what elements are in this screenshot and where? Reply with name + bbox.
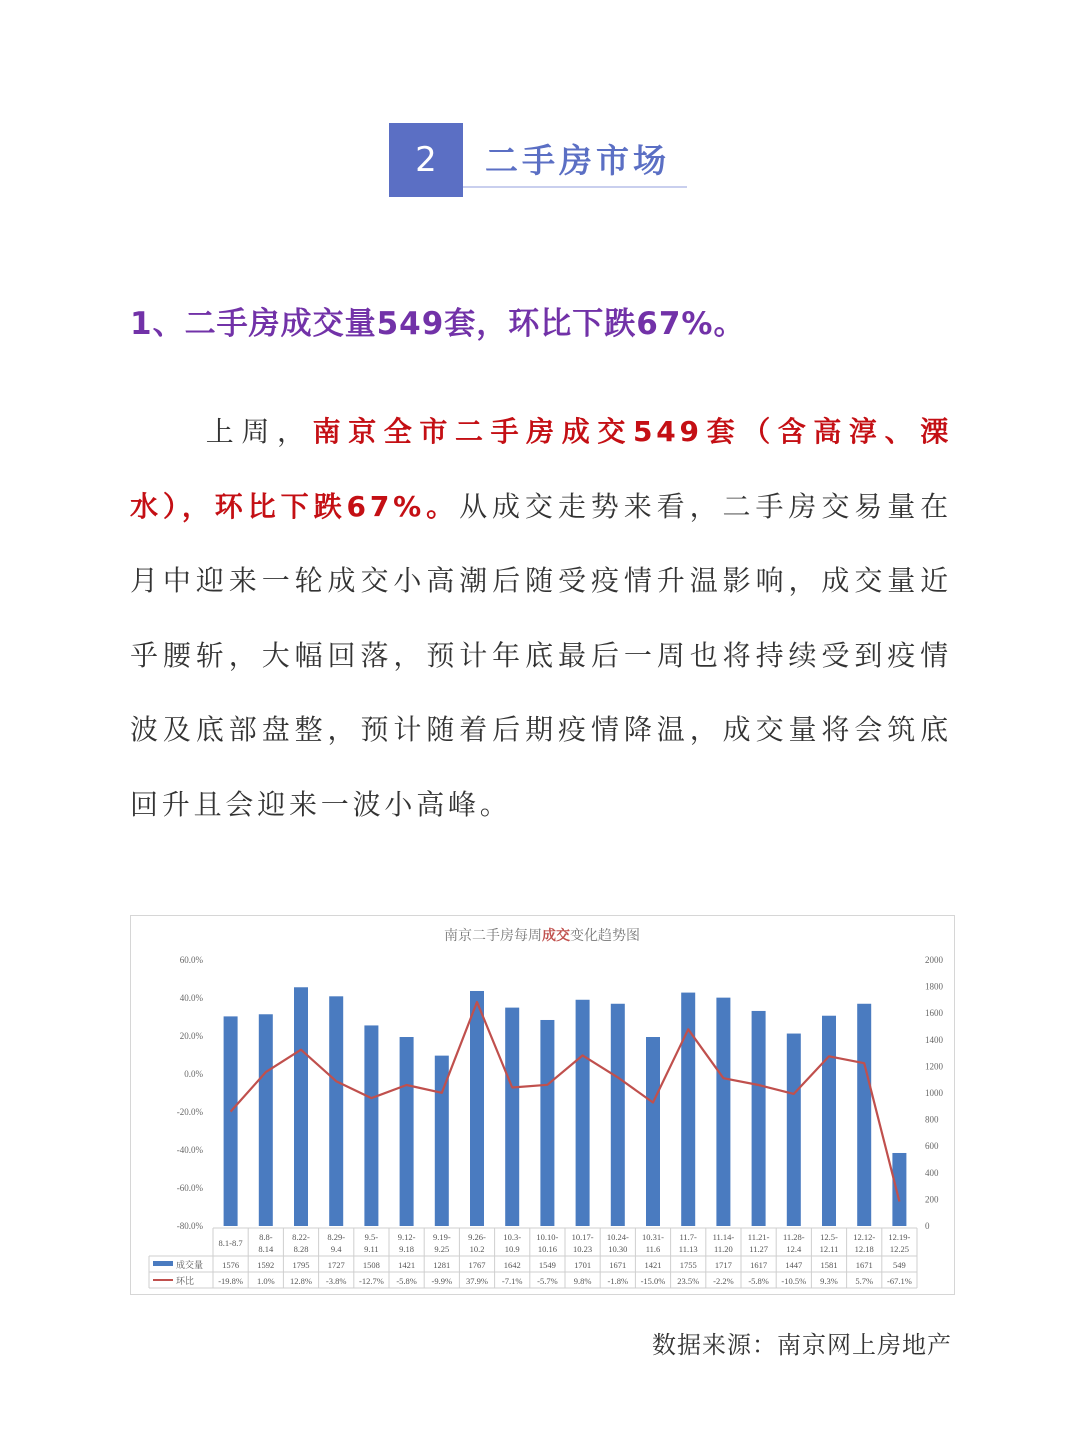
trend-chart	[130, 915, 955, 1295]
bar-10.10-10.16	[540, 1020, 554, 1226]
bar-8.29-9.4	[329, 996, 343, 1226]
volume-value: 1717	[714, 1260, 732, 1270]
category-label: 10.3-	[503, 1232, 522, 1242]
legend-swatch-volume	[153, 1261, 173, 1266]
category-label: 9.5-	[364, 1232, 379, 1242]
volume-value: 549	[893, 1260, 906, 1270]
volume-value: 1581	[820, 1260, 838, 1270]
bar-10.31-11.6	[646, 1037, 660, 1226]
bar-9.26-10.2	[470, 991, 484, 1226]
category-label: 12.25	[889, 1244, 909, 1254]
volume-value: 1281	[433, 1260, 451, 1270]
category-label: 8.8-	[259, 1232, 273, 1242]
chart-title-part: 南京二手房每周	[444, 929, 542, 944]
category-label: 10.30	[608, 1244, 628, 1254]
category-label: 10.10-	[536, 1232, 559, 1242]
mom-value: -5.8%	[748, 1276, 769, 1286]
legend-label-volume: 成交量	[176, 1260, 204, 1270]
category-label: 9.26-	[468, 1232, 486, 1242]
category-label: 10.17-	[571, 1232, 594, 1242]
category-label: 9.11	[364, 1244, 379, 1254]
mom-value: 5.7%	[855, 1276, 874, 1286]
category-label: 11.7-	[679, 1232, 697, 1242]
legend-label-mom: 环比	[176, 1276, 195, 1286]
bar-8.1-8.7	[224, 1016, 238, 1226]
volume-value: 1447	[785, 1260, 803, 1270]
mom-value: -5.7%	[537, 1276, 558, 1286]
left-axis-tick: -80.0%	[176, 1221, 203, 1231]
category-label: 8.29-	[327, 1232, 346, 1242]
category-label: 9.18	[399, 1244, 415, 1254]
bar-10.3-10.9	[505, 1008, 519, 1226]
left-axis-tick: -60.0%	[176, 1183, 203, 1193]
bar-10.17-10.23	[576, 1000, 590, 1226]
volume-value: 1642	[503, 1260, 521, 1270]
volume-value: 1701	[574, 1260, 592, 1270]
right-axis-tick: 800	[925, 1114, 939, 1125]
bar-11.14-11.20	[716, 998, 730, 1226]
chart-title-part: 成交	[542, 929, 570, 944]
category-label: 10.16	[537, 1244, 557, 1254]
volume-value: 1671	[609, 1260, 627, 1270]
category-label: 12.19-	[888, 1232, 911, 1242]
category-label: 11.6	[645, 1244, 661, 1254]
volume-value: 1767	[468, 1260, 486, 1270]
bar-9.12-9.18	[400, 1037, 414, 1226]
category-label: 10.31-	[642, 1232, 664, 1242]
bar-11.7-11.13	[681, 993, 695, 1226]
mom-value: 1.0%	[256, 1276, 275, 1286]
category-label: 8.22-	[292, 1232, 310, 1242]
volume-value: 1727	[327, 1260, 345, 1270]
mom-value: -67.1%	[887, 1276, 912, 1286]
paragraph-highlight: 南京全市二手房成交549套（含高淳、溧水），环比下跌67%。	[130, 415, 952, 523]
category-label: 10.23	[573, 1244, 593, 1254]
chart-svg	[131, 916, 954, 1294]
right-axis-tick: 0	[925, 1221, 930, 1231]
category-label: 9.25	[434, 1244, 450, 1254]
volume-value: 1549	[538, 1260, 556, 1270]
bar-11.28-12.4	[787, 1034, 801, 1226]
bar-8.8-8.14	[259, 1014, 273, 1226]
category-label: 12.11	[819, 1244, 839, 1254]
category-label: 11.20	[713, 1244, 733, 1254]
right-axis-tick: 1600	[925, 1008, 943, 1019]
category-label: 8.14	[258, 1244, 274, 1254]
volume-value: 1592	[257, 1260, 275, 1270]
bar-9.5-9.11	[364, 1025, 378, 1226]
volume-value: 1755	[679, 1260, 697, 1270]
right-axis-tick: 1400	[925, 1034, 943, 1045]
mom-value: -9.9%	[431, 1276, 453, 1286]
category-label: 11.13	[678, 1244, 698, 1254]
right-axis-tick: 1000	[925, 1088, 943, 1098]
right-axis-tick: 2000	[925, 955, 943, 965]
category-label: 11.28-	[782, 1232, 805, 1242]
right-axis-tick: 400	[925, 1167, 939, 1178]
bar-12.12-12.18	[857, 1004, 871, 1226]
category-label: 12.5-	[820, 1232, 838, 1242]
paragraph-body: 从成交走势来看，二手房交易量在月中迎来一轮成交小高潮后随受疫情升温影响，成交量近乎腰斩，大幅回落，预计年底最后一周也将持续受到疫情波及底部盘整，预计随着后期疫情降温，成交量将会筑底回升且会迎来一波小高峰。	[130, 489, 952, 821]
bar-12.5-12.11	[822, 1016, 836, 1226]
section-header	[389, 123, 689, 197]
category-label: 8.1-8.7	[218, 1238, 243, 1248]
right-axis-tick: 600	[925, 1141, 939, 1152]
category-label: 11.27	[749, 1244, 769, 1254]
bar-11.21-11.27	[752, 1011, 766, 1226]
body-paragraph	[130, 395, 952, 842]
category-label: 12.18	[854, 1244, 874, 1254]
right-axis-tick: 200	[925, 1194, 939, 1205]
volume-value: 1795	[292, 1260, 310, 1270]
bar-10.24-10.30	[611, 1004, 625, 1226]
section-number: 2	[389, 123, 463, 197]
mom-value: -7.1%	[501, 1276, 523, 1286]
category-label: 9.19-	[432, 1232, 451, 1242]
mom-value: 37.9%	[466, 1276, 488, 1286]
volume-value: 1576	[222, 1260, 240, 1270]
paragraph-intro: 上周，	[202, 415, 313, 448]
category-label: 10.24-	[606, 1232, 629, 1242]
category-label: 12.12-	[853, 1232, 876, 1242]
left-axis-tick: -20.0%	[176, 1107, 203, 1117]
mom-value: 12.8%	[290, 1276, 312, 1286]
left-axis-tick: 20.0%	[179, 1031, 203, 1041]
volume-value: 1671	[855, 1260, 873, 1270]
chart-title	[444, 927, 640, 944]
mom-value: -10.5%	[781, 1276, 807, 1286]
bar-12.19-12.25	[892, 1153, 906, 1226]
category-label: 11.21-	[747, 1232, 770, 1242]
sub-heading: 1、二手房成交量549套，环比下跌67%。	[130, 306, 746, 342]
category-label: 11.14-	[712, 1232, 735, 1242]
volume-value: 1421	[398, 1260, 416, 1270]
left-axis-tick: -40.0%	[176, 1145, 203, 1155]
mom-value: -12.7%	[359, 1276, 384, 1286]
mom-value: -1.8%	[607, 1276, 629, 1286]
volume-value: 1421	[644, 1260, 662, 1270]
mom-value: -2.2%	[713, 1276, 734, 1286]
mom-value: -5.8%	[396, 1276, 417, 1286]
category-label: 9.12-	[397, 1232, 416, 1242]
category-label: 9.4	[330, 1244, 342, 1254]
right-axis-tick: 1800	[925, 981, 943, 992]
volume-value: 1617	[750, 1260, 768, 1270]
mom-value: -19.8%	[218, 1276, 243, 1286]
data-source: 数据来源：南京网上房地产	[652, 1331, 952, 1359]
category-label: 12.4	[786, 1244, 802, 1254]
section-title: 二手房市场	[485, 141, 670, 180]
mom-value: 23.5%	[677, 1276, 700, 1286]
left-axis-tick: 0.0%	[184, 1069, 203, 1079]
mom-value: 9.8%	[573, 1276, 592, 1286]
bar-8.22-8.28	[294, 987, 308, 1226]
right-axis-tick: 1200	[925, 1061, 943, 1072]
left-axis-tick: 40.0%	[179, 993, 203, 1003]
section-underline	[463, 186, 687, 188]
category-label: 8.28	[293, 1244, 309, 1254]
mom-value: -15.0%	[640, 1276, 666, 1286]
mom-value: -3.8%	[325, 1276, 347, 1286]
mom-value: 9.3%	[820, 1276, 838, 1286]
volume-value: 1508	[362, 1260, 380, 1270]
category-label: 10.2	[469, 1244, 485, 1254]
left-axis-tick: 60.0%	[179, 955, 203, 965]
category-label: 10.9	[504, 1244, 520, 1254]
chart-title-part: 变化趋势图	[570, 929, 640, 944]
